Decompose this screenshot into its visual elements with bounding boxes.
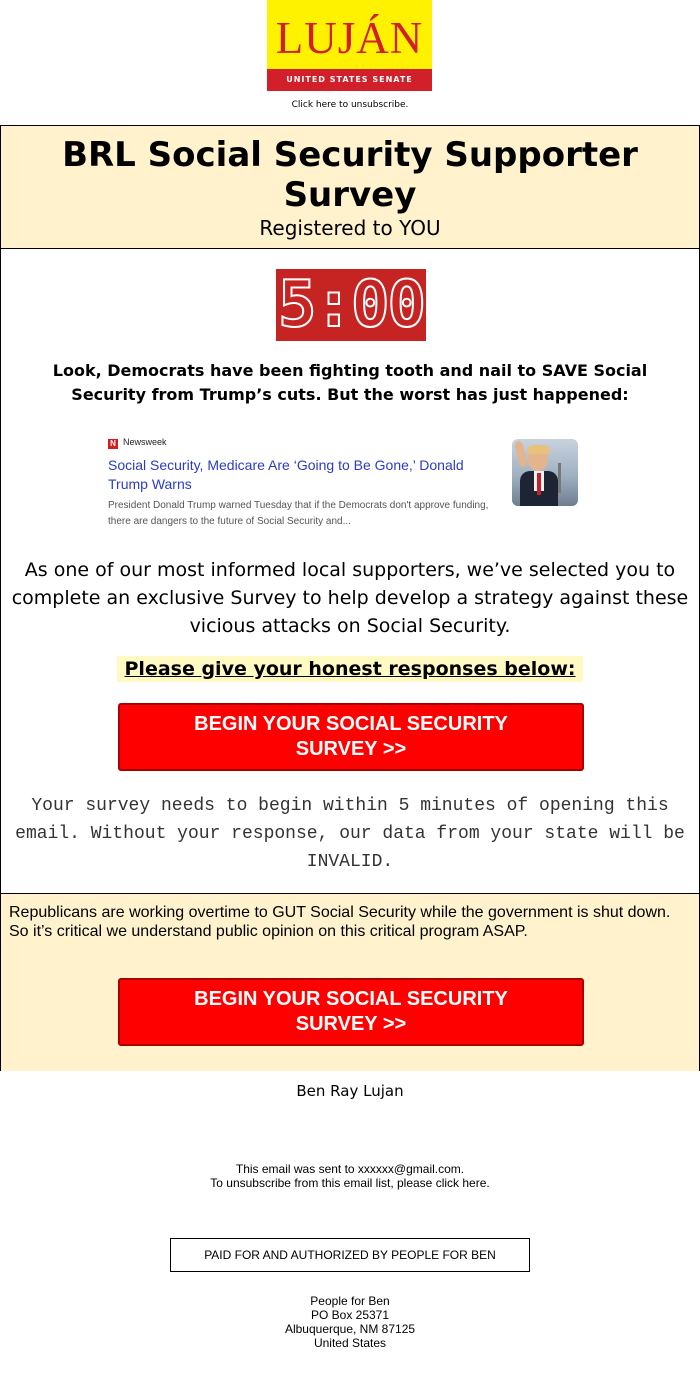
countdown-digits: 5:00 [277, 268, 425, 342]
footer-unsubscribe-link[interactable]: To unsubscribe from this email list, please click here. [210, 1176, 490, 1190]
news-snippet: President Donald Trump warned Tuesday that if the Democrats don't approve funding, there are dangers to the future of Social Security and... [108, 500, 489, 527]
news-headline-link[interactable]: Social Security, Medicare Are ‘Going to Be Gone,’ Donald Trump Warns [108, 457, 464, 492]
lujan-logo [267, 0, 432, 91]
logo-name: LUJÁN [275, 13, 424, 63]
survey-header [1, 126, 699, 249]
thumbnail-tie [537, 473, 541, 495]
news-source [108, 437, 167, 449]
news-source-label: Newsweek [123, 437, 167, 447]
address-line: PO Box 25371 [310, 1308, 390, 1322]
lower-callout-text: Republicans are working overtime to GUT Social Security while the government is shut down. So it’s critical we understand public opinion on this critical program ASAP. [9, 904, 671, 940]
address-line: People for Ben [310, 1294, 390, 1308]
logo-band: UNITED STATES SENATE [267, 69, 432, 91]
sent-to-text: This email was sent to xxxxxx@gmail.com. [235, 1162, 465, 1176]
body-text: As one of our most informed local supporters, we’ve selected you to complete an exclusive Survey to help develop a strategy against these vicious attacks on Social Security. [11, 559, 689, 637]
newsweek-logo-icon: N [108, 439, 118, 449]
mailing-address [0, 1294, 700, 1350]
page-title: BRL Social Security Supporter Survey [62, 135, 638, 215]
news-card[interactable] [108, 436, 580, 536]
lower-callout [1, 893, 699, 1071]
cta-label-row [1, 656, 699, 682]
thumbnail-raised-arm [514, 440, 528, 467]
paid-for-disclaimer: PAID FOR AND AUTHORIZED BY PEOPLE FOR BEN [170, 1238, 530, 1272]
deadline-text: Your survey needs to begin within 5 minutes of opening this email. Without your response, our data from your state will be INVALID. [15, 796, 685, 872]
lead-text: Look, Democrats have been fighting tooth and nail to SAVE Social Security from Trump’s cuts. But the worst has just happened: [52, 361, 648, 404]
address-line: Albuquerque, NM 87125 [284, 1322, 416, 1336]
begin-survey-button-primary[interactable] [118, 703, 584, 771]
begin-survey-button-label: BEGIN YOUR SOCIAL SECURITY SURVEY >> [194, 713, 508, 760]
email-content-frame [0, 125, 700, 1071]
page-subtitle: Registered to YOU [259, 216, 441, 240]
begin-survey-button-secondary[interactable] [118, 978, 584, 1046]
countdown-timer [276, 269, 426, 341]
signature: Ben Ray Lujan [296, 1082, 404, 1100]
thumbnail-hair [527, 445, 550, 454]
footer [0, 1162, 700, 1190]
thumbnail-microphone [558, 463, 561, 493]
cta-label: Please give your honest responses below: [117, 656, 584, 682]
address-line: United States [313, 1336, 387, 1350]
begin-survey-button-label: BEGIN YOUR SOCIAL SECURITY SURVEY >> [194, 988, 508, 1035]
top-unsubscribe-link[interactable]: Click here to unsubscribe. [291, 100, 409, 110]
news-thumbnail-photo [512, 439, 578, 506]
